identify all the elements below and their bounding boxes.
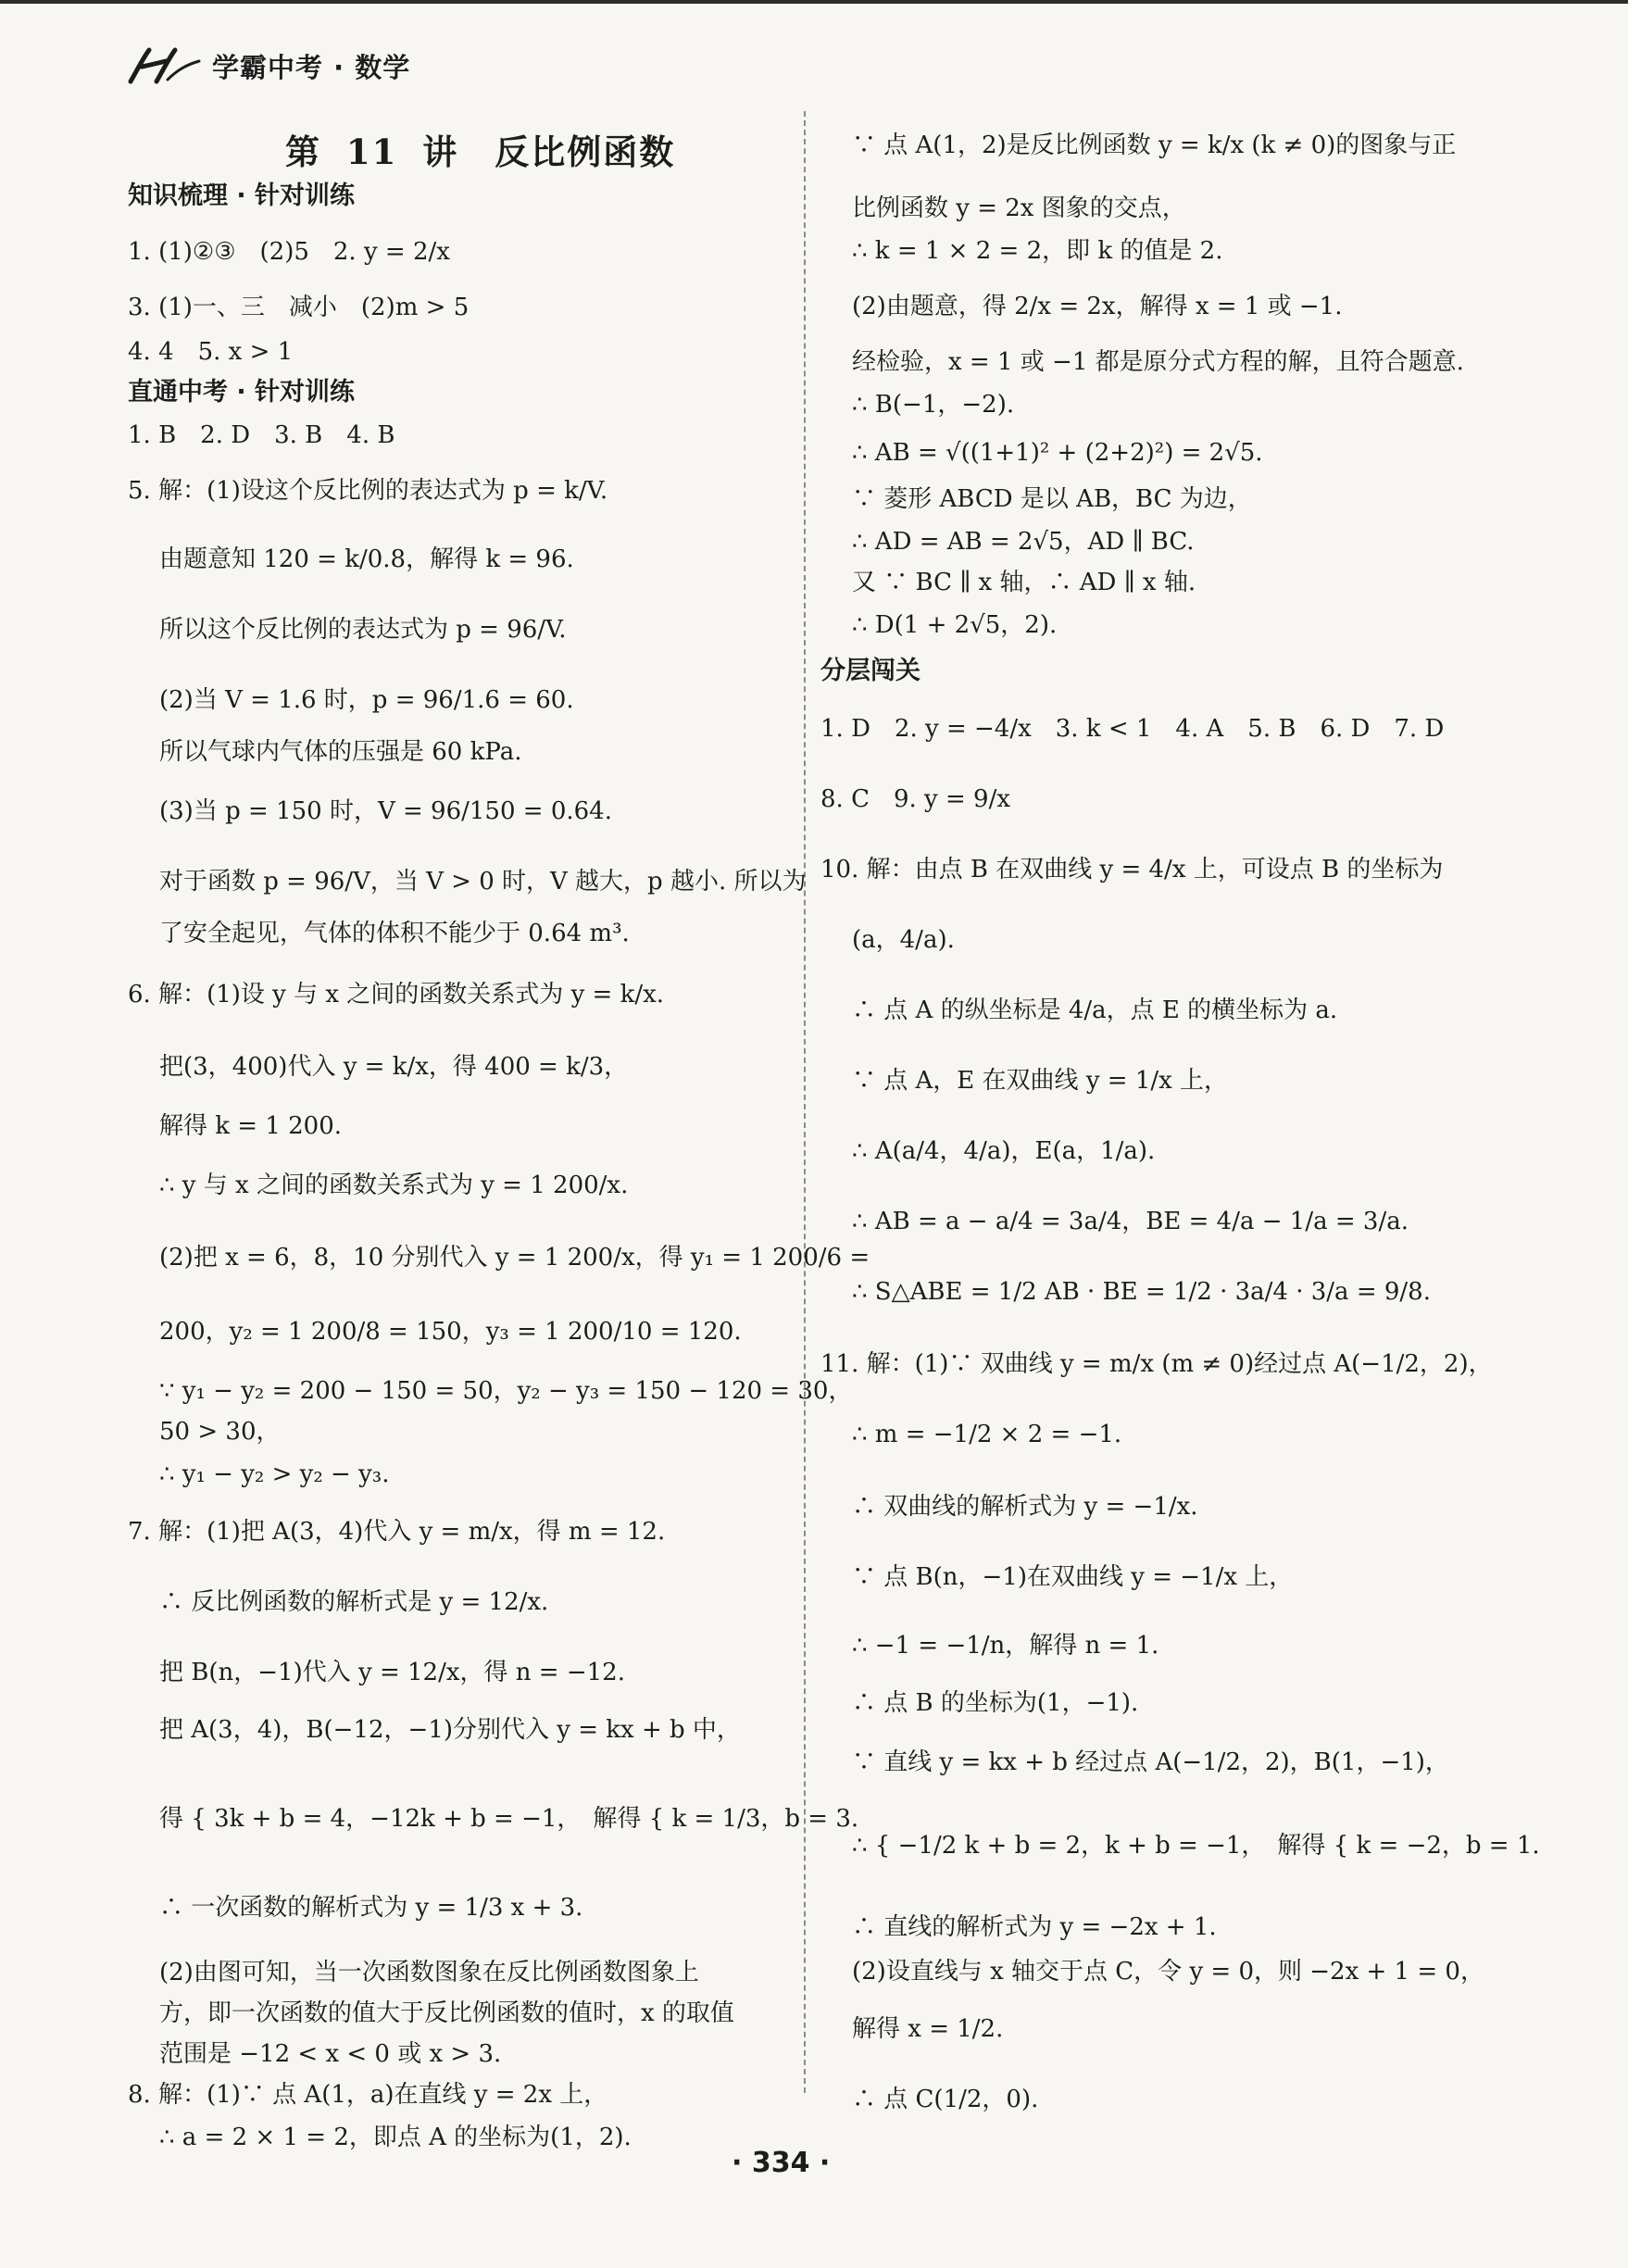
answer-line: (2)把 x = 6，8，10 分别代入 y = 1 200/x，得 y₁ = 1 200/6 = [159, 1244, 870, 1272]
answer-line: 对于函数 p = 96/V，当 V > 0 时，V 越大，p 越小. 所以为 [159, 868, 807, 896]
answer-line: ∵ 点 A，E 在双曲线 y = 1/x 上， [852, 1067, 1229, 1095]
answer-line: 1. D 2. y = −4/x 3. k < 1 4. A 5. B 6. D 7. D [820, 715, 1445, 743]
answer-line: ∵ 点 B(n，−1)在双曲线 y = −1/x 上， [852, 1563, 1294, 1591]
answer-line: 8. C 9. y = 9/x [820, 785, 1011, 813]
answer-line: ∴ S△ABE = 1/2 AB · BE = 1/2 · 3a/4 · 3/a = 9/8. [852, 1278, 1431, 1306]
page-header [125, 44, 410, 87]
top-rule [0, 0, 1628, 4]
answer-line: ∵ 直线 y = kx + b 经过点 A(−1/2，2)，B(1，−1)， [852, 1748, 1449, 1776]
answer-line: 50 > 30， [159, 1418, 281, 1446]
answer-line: 1. (1)②③ (2)5 2. y = 2/x [128, 238, 450, 266]
answer-line: 经检验，x = 1 或 −1 都是原分式方程的解，且符合题意. [852, 348, 1464, 376]
answer-line: ∴ D(1 + 2√5，2). [852, 611, 1058, 639]
answer-line: ∴ 一次函数的解析式为 y = 1/3 x + 3. [159, 1894, 583, 1922]
answer-line: ∴ y₁ − y₂ > y₂ − y₃. [159, 1460, 390, 1488]
answer-line: 8. 解：(1)∵ 点 A(1，a)在直线 y = 2x 上， [128, 2081, 608, 2109]
answer-line: 了安全起见，气体的体积不能少于 0.64 m³. [159, 920, 630, 947]
page-number: · 334 · [732, 2147, 831, 2179]
answer-line: ∴ 直线的解析式为 y = −2x + 1. [852, 1913, 1217, 1941]
section-heading: 分层闯关 [820, 657, 920, 685]
answer-line: (3)当 p = 150 时，V = 96/150 = 0.64. [159, 797, 612, 825]
answer-line: (a，4/a). [852, 926, 955, 954]
answer-line: ∵ y₁ − y₂ = 200 − 150 = 50，y₂ − y₃ = 150 − 120 = 30， [159, 1377, 853, 1405]
answer-line: 7. 解：(1)把 A(3，4)代入 y = m/x，得 m = 12. [128, 1518, 666, 1546]
answer-line: 所以气球内气体的压强是 60 kPa. [159, 738, 522, 766]
answer-line: 6. 解：(1)设 y 与 x 之间的函数关系式为 y = k/x. [128, 981, 665, 1009]
answer-line: (2)由图可知，当一次函数图象在反比例函数图象上 [159, 1959, 699, 1986]
answer-line: 把 A(3，4)，B(−12，−1)分别代入 y = kx + b 中， [159, 1716, 741, 1744]
answer-line: 4. 4 5. x > 1 [128, 338, 294, 366]
answer-line: ∴ m = −1/2 × 2 = −1. [852, 1421, 1122, 1448]
answer-line: ∴ { −1/2 k + b = 2，k + b = −1， 解得 { k = −2，b = 1. [852, 1832, 1540, 1860]
answer-line: ∴ 点 A 的纵坐标是 4/a，点 E 的横坐标为 a. [852, 996, 1338, 1024]
lesson-title: 第 11 讲 反比例函数 [285, 132, 676, 172]
answer-line: ∵ 菱形 ABCD 是以 AB，BC 为边， [852, 485, 1252, 513]
answer-line: 3. (1)一、三 减小 (2)m > 5 [128, 294, 470, 321]
answer-line: 10. 解：由点 B 在双曲线 y = 4/x 上，可设点 B 的坐标为 [820, 856, 1444, 883]
answer-line: 所以这个反比例的表达式为 p = 96/V. [159, 616, 567, 644]
answer-line: 得 { 3k + b = 4，−12k + b = −1， 解得 { k = 1/3，b = 3. [159, 1805, 859, 1833]
answer-line: ∴ A(a/4，4/a)，E(a，1/a). [852, 1137, 1156, 1165]
answer-line: ∴ AD = AB = 2√5，AD ∥ BC. [852, 528, 1195, 556]
book-title: 学霸中考 · 数学 [212, 51, 411, 83]
answer-line: ∴ y 与 x 之间的函数关系式为 y = 1 200/x. [159, 1172, 629, 1199]
answer-line: ∴ k = 1 × 2 = 2，即 k 的值是 2. [852, 237, 1223, 265]
answer-line: (2)由题意，得 2/x = 2x，解得 x = 1 或 −1. [852, 293, 1343, 320]
answer-line: 解得 k = 1 200. [159, 1112, 343, 1140]
answer-line: ∴ AB = √((1+1)² + (2+2)²) = 2√5. [852, 439, 1263, 467]
answer-line: 把 B(n，−1)代入 y = 12/x，得 n = −12. [159, 1659, 625, 1686]
answer-line: (2)当 V = 1.6 时，p = 96/1.6 = 60. [159, 686, 574, 714]
answer-line: 又 ∵ BC ∥ x 轴，∴ AD ∥ x 轴. [852, 569, 1196, 596]
answer-line: ∴ 点 B 的坐标为(1，−1). [852, 1689, 1139, 1717]
column-divider [804, 111, 806, 2093]
answer-line: 11. 解：(1)∵ 双曲线 y = m/x (m ≠ 0)经过点 A(−1/2，2)， [820, 1350, 1493, 1378]
publisher-logo-icon [125, 44, 205, 87]
answer-line: 由题意知 120 = k/0.8，解得 k = 96. [159, 545, 574, 573]
answer-line: 范围是 −12 < x < 0 或 x > 3. [159, 2040, 502, 2068]
answer-line: 方，即一次函数的值大于反比例函数的值时，x 的取值 [159, 1999, 734, 2027]
answer-line: ∴ −1 = −1/n，解得 n = 1. [852, 1632, 1159, 1660]
answer-line: ∴ 点 C(1/2，0). [852, 2086, 1039, 2113]
answer-line: ∴ B(−1，−2). [852, 391, 1015, 419]
section-heading: 直通中考 · 针对训练 [128, 378, 356, 407]
answer-line: ∴ 双曲线的解析式为 y = −1/x. [852, 1493, 1198, 1521]
answer-line: ∴ AB = a − a/4 = 3a/4，BE = 4/a − 1/a = 3/a. [852, 1208, 1409, 1235]
answer-line: 把(3，400)代入 y = k/x，得 400 = k/3， [159, 1053, 629, 1081]
answer-line: (2)设直线与 x 轴交于点 C，令 y = 0，则 −2x + 1 = 0， [852, 1958, 1484, 1986]
answer-line: ∴ a = 2 × 1 = 2，即点 A 的坐标为(1，2). [159, 2124, 632, 2151]
answer-line: ∴ 反比例函数的解析式是 y = 12/x. [159, 1588, 549, 1616]
answer-line: 解得 x = 1/2. [852, 2015, 1004, 2043]
section-heading: 知识梳理 · 针对训练 [128, 182, 356, 210]
answer-line: ∵ 点 A(1，2)是反比例函数 y = k/x (k ≠ 0)的图象与正 [852, 132, 1457, 159]
answer-line: 5. 解：(1)设这个反比例的表达式为 p = k/V. [128, 477, 608, 505]
answer-line: 1. B 2. D 3. B 4. B [128, 421, 395, 449]
answer-line: 200，y₂ = 1 200/8 = 150，y₃ = 1 200/10 = 120. [159, 1318, 742, 1346]
answer-line: 比例函数 y = 2x 图象的交点， [852, 194, 1186, 222]
